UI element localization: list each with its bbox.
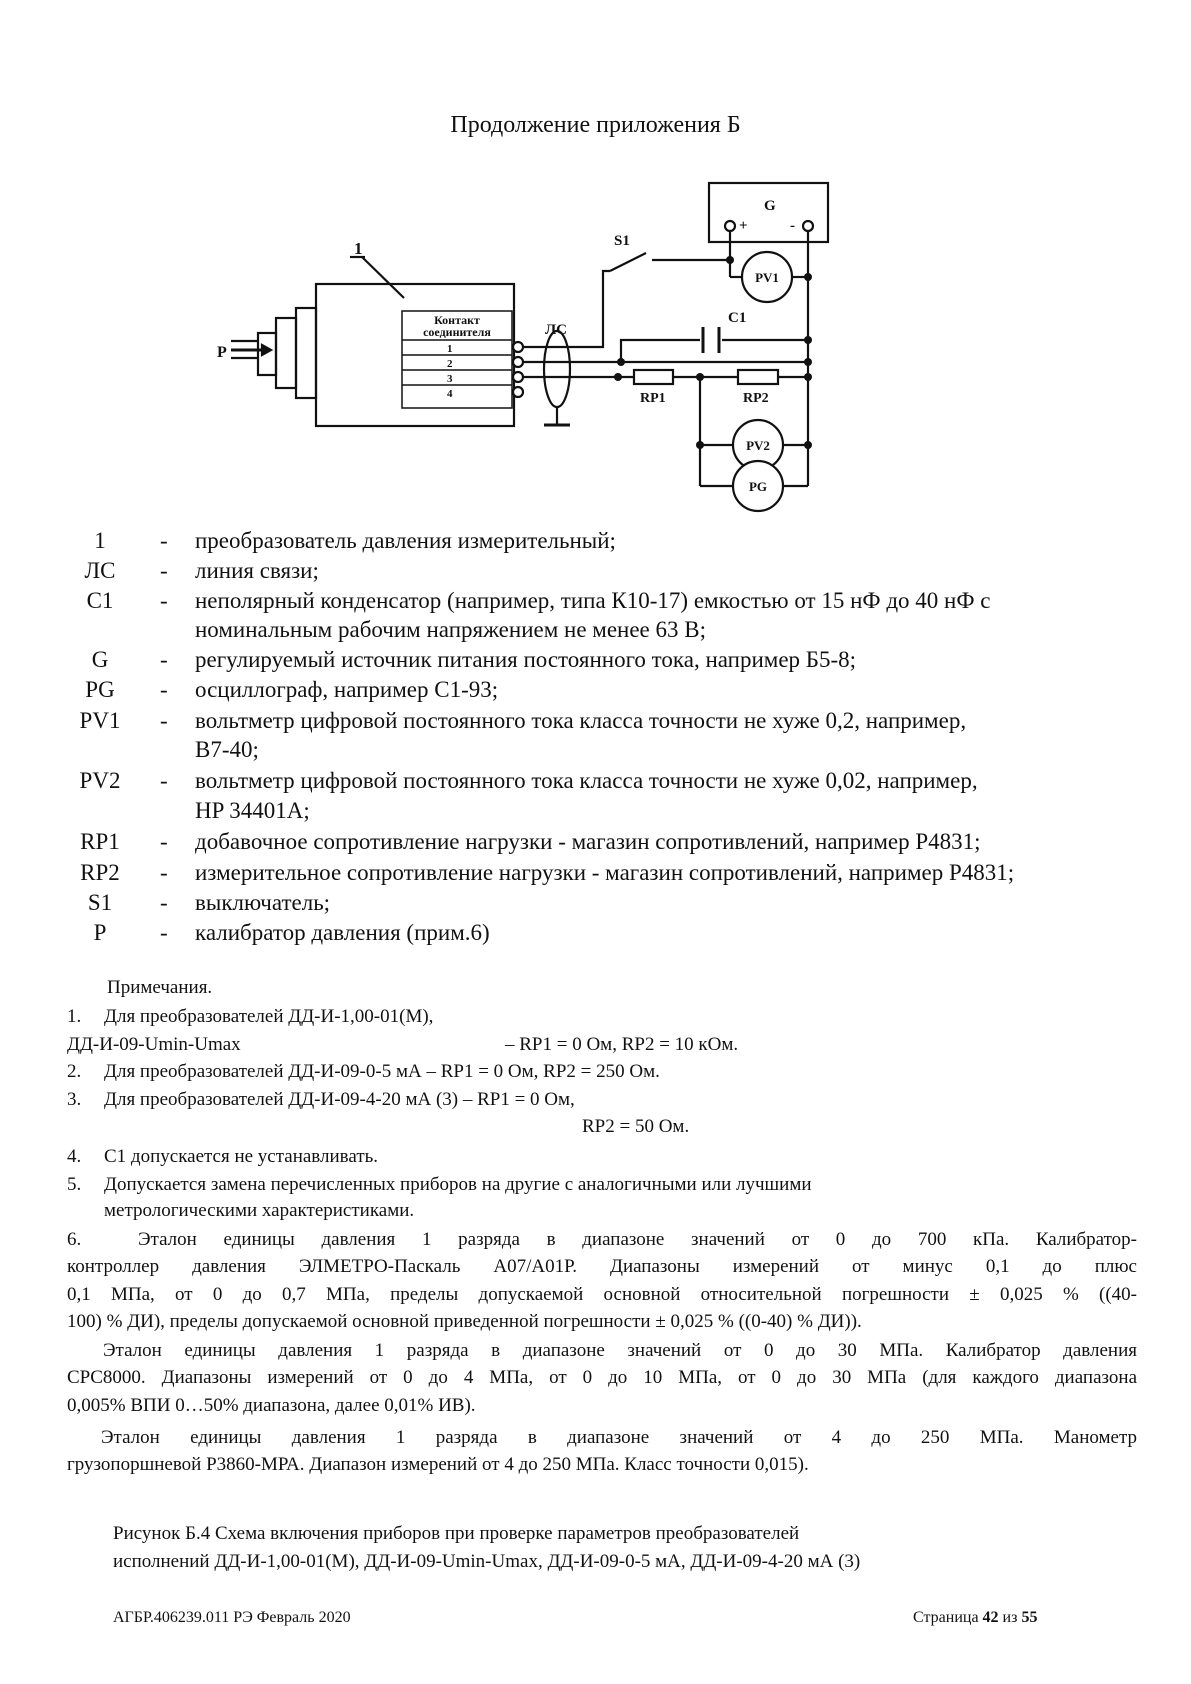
notes-heading: Примечания. [107,977,213,998]
resistor-rp1 [634,370,673,384]
resistor-rp2 [738,370,778,384]
pv1-label: PV1 [755,270,779,285]
pressure-label: Р [217,344,227,361]
note-3-line-2: RP2 = 50 Ом. [582,1116,690,1137]
note-6-line-4: 100) % ДИ), пределы допускаемой основной приведенной погрешности ± 0,025 % ((0-40) % ДИ)). [67,1311,862,1332]
source-plus-sign: + [739,218,748,234]
switch-label: S1 [614,233,630,249]
pin-1-label: 1 [447,343,453,355]
para-2-line-3: 0,005% ВПИ 0…50% диапазона, далее 0,01% ИВ). [67,1395,476,1416]
pin-4-label: 4 [447,388,453,400]
para-3-line-1: Эталон единицы давления 1 разряда в диапазоне значений от 4 до 250 МПа. Манометр [101,1427,1137,1448]
note-6-number: 6. [67,1229,82,1250]
communication-line-label: ЛС [545,322,568,338]
device-number-leader [362,257,404,298]
connector-title-1: Контакт [434,313,480,327]
connector-title-2: соединителя [423,325,491,339]
source-plus-terminal [725,221,735,231]
para-3-line-2: грузопоршневой Р3860-МРА. Диапазон измерений от 4 до 250 МПа. Класс точности 0,015). [67,1454,809,1475]
source-label: G [764,198,776,214]
rp1-label: RP1 [640,391,666,406]
note-6-line-2: контроллер давления ЭЛМЕТРО-Паскаль А07/А01Р. Диапазоны измерений от минус 0,1 до плюс [67,1256,1137,1277]
rp2-label: RP2 [743,391,769,406]
note-6-line-3: 0,1 МПа, от 0 до 0,7 МПа, пределы допускаемой основной относительной погрешности ± 0,025 % ((40- [67,1284,1137,1305]
pin-3-label: 3 [447,373,453,385]
pressure-input-arrow [231,341,271,358]
footer-page-number: Страница 42 из 55 [913,1609,1038,1626]
communication-line-shield [544,331,570,407]
capacitor-label: С1 [728,310,747,326]
circuit-diagram [0,0,1191,520]
pin-2-label: 2 [447,358,453,370]
switch-s1 [610,253,646,271]
para-2-line-2: CPC8000. Диапазоны измерений от 0 до 4 МПа, от 0 до 10 МПа, от 0 до 30 МПа (для каждого диапазона [67,1367,1137,1388]
note-5-line-2: метрологическими характеристиками. [104,1200,415,1221]
source-minus-sign: - [790,218,795,234]
footer-doc-id: АГБР.406239.011 РЭ Февраль 2020 [113,1609,351,1626]
figure-caption-line-2: исполнений ДД-И-1,00-01(М), ДД-И-09-Umin-Umax, ДД-И-09-0-5 мА, ДД-И-09-4-20 мА (3) [113,1551,861,1572]
page-title: Продолжение приложения Б [450,112,741,138]
figure-caption-line-1: Рисунок Б.4 Схема включения приборов при проверке параметров преобразователей [113,1523,800,1544]
para-2-line-1: Эталон единицы давления 1 разряда в диапазоне значений от 0 до 30 МПа. Калибратор давления [103,1340,1137,1361]
source-minus-terminal [803,221,813,231]
note-6-line-1: Эталон единицы давления 1 разряда в диапазоне значений от 0 до 700 кПа. Калибратор- [138,1229,1137,1250]
pg-label: PG [748,479,768,494]
pv2-label: PV2 [746,438,770,453]
device-number-label: 1 [354,239,363,258]
footer-page-current: 42 [982,1609,999,1626]
footer-page-total: 55 [1021,1609,1038,1626]
capacitor-c1 [703,327,719,353]
